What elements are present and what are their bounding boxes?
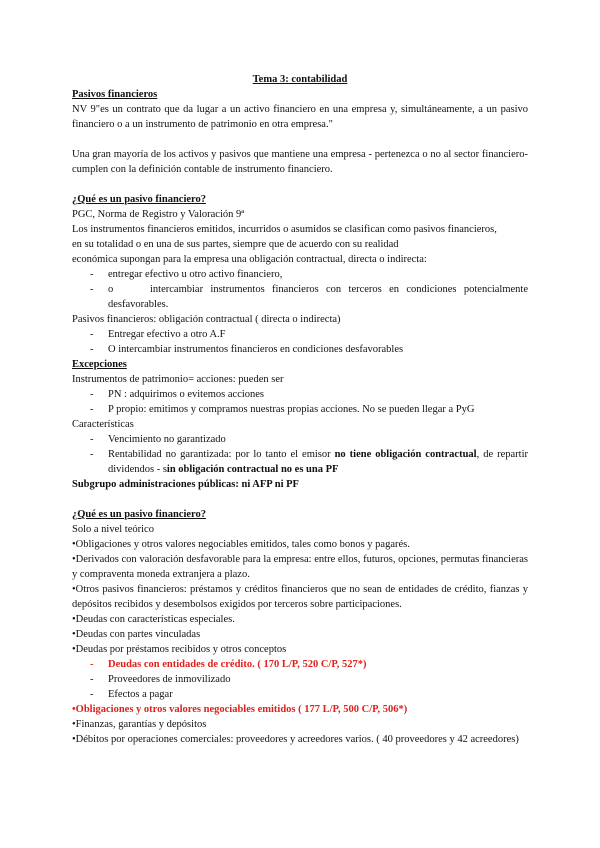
bullet-item-highlight: •Obligaciones y otros valores negociables emitidos ( 177 L/P, 500 C/P, 506*)	[72, 704, 408, 715]
paragraph-mayoria: Una gran mayoría de los activos y pasivos que mantiene una empresa - pertenezca o no al sector financiero- cumplen con la definición contable de instrumento financiero.	[72, 149, 528, 175]
bullet-item: •Deudas por préstamos recibidos y otros conceptos	[72, 644, 287, 655]
bullet-item: •Deudas con partes vinculadas	[72, 629, 201, 640]
bullet-item: •Débitos por operaciones comerciales: proveedores y acreedores varios. ( 40 proveedores y 42 acreedores)	[72, 734, 519, 745]
text-line: Pasivos financieros: obligación contractual ( directa o indirecta)	[72, 314, 341, 325]
list-item: - P propio: emitimos y compramos nuestras propias acciones. No se pueden llegar a PyG	[72, 402, 528, 417]
list-item: - PN : adquirimos o evitemos acciones	[72, 387, 528, 402]
section-heading-que-es: ¿Qué es un pasivo financiero?	[72, 194, 206, 205]
bullet-item: •Obligaciones y otros valores negociables emitidos, tales como bonos y pagarés.	[72, 539, 410, 550]
text-line: Características	[72, 419, 134, 430]
text-line: Los instrumentos financieros emitidos, incurridos o asumidos se clasifican como pasivos financieros,	[72, 224, 497, 235]
list-item: - Vencimiento no garantizado	[72, 432, 528, 447]
bullet-item: •Otros pasivos financieros: préstamos y créditos financieros que no sean de entidades de crédito, fianzas y depósitos recibidos y desembolsos exigidos por terceros sobre participaciones.	[72, 584, 528, 610]
text-line-bold: Subgrupo administraciones públicas: ni AFP ni PF	[72, 479, 299, 490]
list-item: - o intercambiar instrumentos financieros con terceros en condiciones potencialmente desfavorables.	[72, 282, 528, 312]
list-item: - O intercambiar instrumentos financieros en condiciones desfavorables	[72, 342, 528, 357]
section-heading-que-es-2: ¿Qué es un pasivo financiero?	[72, 509, 206, 520]
page-title: Tema 3: contabilidad	[252, 74, 348, 85]
text-line: Solo a nivel teórico	[72, 524, 154, 535]
text-line: en su totalidad o en una de sus partes, siempre que de acuerdo con su realidad	[72, 239, 399, 250]
list-item: - Efectos a pagar	[72, 687, 528, 702]
list-item: - Rentabilidad no garantizada: por lo tanto el emisor no tiene obligación contractual, de repartir dividendos - sin obligación contractual no es una PF	[72, 447, 528, 477]
text-line: Instrumentos de patrimonio= acciones: pueden ser	[72, 374, 284, 385]
bullet-item: •Deudas con características especiales.	[72, 614, 235, 625]
list-item: - entregar efectivo u otro activo financiero,	[72, 267, 528, 282]
list-item-highlight: - Deudas con entidades de crédito. ( 170 L/P, 520 C/P, 527*)	[72, 657, 528, 672]
bullet-item: •Finanzas, garantías y depósitos	[72, 719, 207, 730]
section-heading-excepciones: Excepciones	[72, 359, 127, 370]
text-line: económica supongan para la empresa una obligación contractual, directa o indirecta:	[72, 254, 427, 265]
paragraph-nv9: NV 9"es un contrato que da lugar a un activo financiero en una empresa y, simultáneamente, a un pasivo financiero o a un instrumento de patrimonio en otra empresa."	[72, 104, 528, 130]
document-body	[72, 72, 528, 747]
list-item: - Proveedores de inmovilizado	[72, 672, 528, 687]
list-item: - Entregar efectivo a otro A.F	[72, 327, 528, 342]
section-heading-pasivos: Pasivos financieros	[72, 89, 158, 100]
bullet-item: •Derivados con valoración desfavorable para la empresa: entre ellos, futuros, opciones, permutas financieras y compraventa moneda extranjera a plazo.	[72, 554, 528, 580]
text-line: PGC, Norma de Registro y Valoración 9ª	[72, 209, 245, 220]
